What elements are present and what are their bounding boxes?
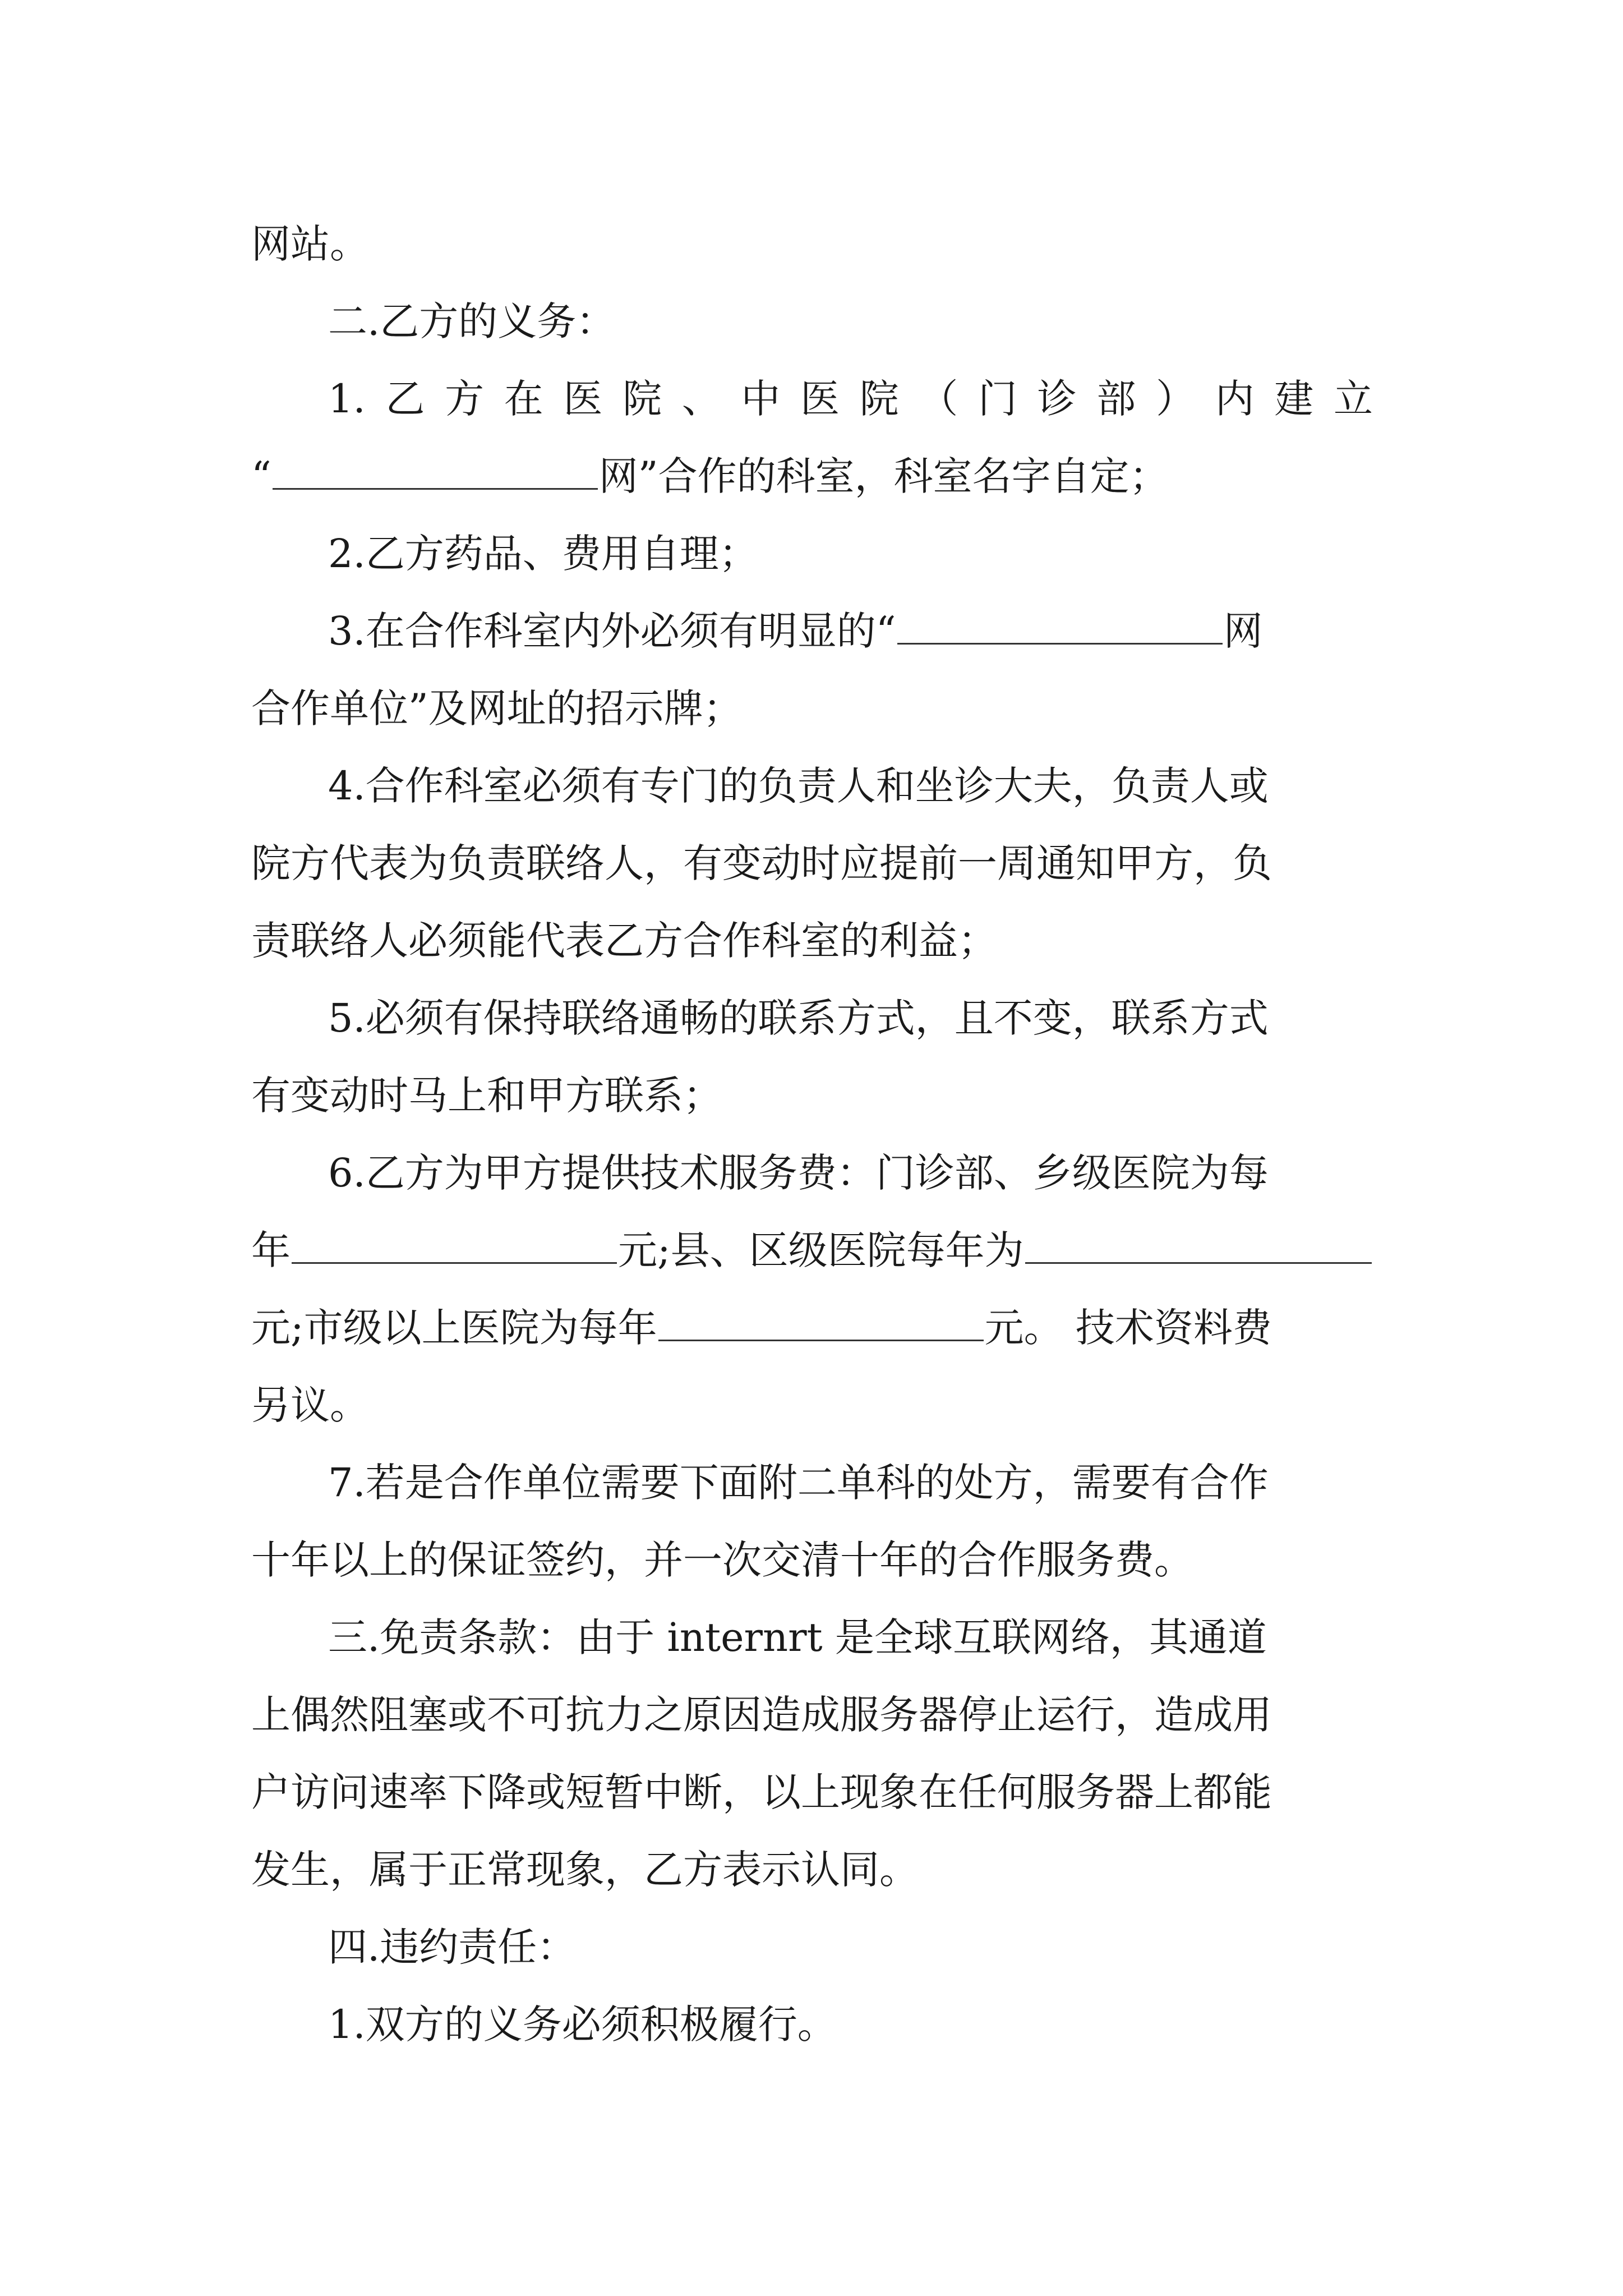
section-heading: 三.免责条款：由于 internrt 是全球互联网络，其通道 bbox=[328, 1614, 1267, 1660]
justified-char: 门 bbox=[978, 376, 1018, 422]
text-line bbox=[251, 1214, 1373, 1287]
fill-in-blank bbox=[1025, 1223, 1372, 1264]
text-line: 院方代表为负责联络人，有变动时应提前一周通知甲方，负 bbox=[251, 840, 1272, 886]
justified-char: （ bbox=[919, 376, 958, 422]
justified-char: 立 bbox=[1333, 376, 1373, 422]
text-line: 户访问速率下降或短暂中断，以上现象在任何服务器上都能 bbox=[251, 1769, 1272, 1815]
text-segment: 网 bbox=[1223, 608, 1263, 654]
text-line: 合作单位”及网址的招示牌； bbox=[251, 685, 743, 731]
text-line bbox=[251, 1291, 1373, 1364]
justified-char: 1. bbox=[328, 376, 366, 422]
text-segment: 元。 技术资料费 bbox=[984, 1305, 1272, 1351]
fill-in-blank bbox=[897, 604, 1223, 645]
justified-char: 诊 bbox=[1037, 376, 1077, 422]
justified-char: 部 bbox=[1096, 376, 1136, 422]
justified-char: 、 bbox=[681, 376, 721, 422]
justified-char: 乙 bbox=[385, 376, 425, 422]
text-line: 4.合作科室必须有专门的负责人和坐诊大夫，负责人或 bbox=[328, 763, 1269, 809]
text-line: 十年以上的保证签约，并一次交清十年的合作服务费。 bbox=[251, 1537, 1193, 1583]
justified-char: 方 bbox=[445, 376, 485, 422]
text-line: 1.双方的义务必须积极履行。 bbox=[328, 2001, 837, 2047]
text-segment: 网”合作的科室，科室名字自定； bbox=[598, 453, 1169, 499]
text-segment: 元;县、区级医院每年为 bbox=[618, 1227, 1024, 1273]
justified-char: ） bbox=[1155, 376, 1195, 422]
section-heading: 二.乙方的义务： bbox=[328, 298, 616, 344]
text-line: 发生，属于正常现象，乙方表示认同。 bbox=[251, 1847, 919, 1893]
fill-in-blank bbox=[292, 1223, 617, 1264]
section-heading: 四.违约责任： bbox=[328, 1924, 577, 1970]
text-line: 2.乙方药品、费用自理； bbox=[328, 531, 758, 577]
text-line-justified bbox=[328, 362, 1373, 435]
text-segment: 元;市级以上医院为每年 bbox=[251, 1305, 657, 1351]
justified-char: 内 bbox=[1215, 376, 1255, 422]
justified-char: 院 bbox=[623, 376, 662, 422]
text-line: 另议。 bbox=[251, 1382, 369, 1428]
justified-char: 院 bbox=[859, 376, 899, 422]
quote-mark: “ bbox=[251, 453, 271, 499]
text-segment: 3.在合作科室内外必须有明显的“ bbox=[328, 608, 896, 654]
justified-char: 医 bbox=[800, 376, 840, 422]
justified-char: 医 bbox=[563, 376, 603, 422]
text-segment: 年 bbox=[251, 1227, 291, 1273]
justified-char: 在 bbox=[504, 376, 543, 422]
text-line: 网站。 bbox=[251, 221, 369, 267]
text-line bbox=[328, 595, 1373, 668]
justified-char: 建 bbox=[1274, 376, 1314, 422]
text-line: 上偶然阻塞或不可抗力之原因造成服务器停止运行，造成用 bbox=[251, 1692, 1272, 1738]
fill-in-blank bbox=[658, 1300, 984, 1341]
text-line: 有变动时马上和甲方联系； bbox=[251, 1073, 722, 1119]
justified-char: 中 bbox=[741, 376, 781, 422]
fill-in-blank bbox=[273, 449, 598, 490]
text-line: 7.若是合作单位需要下面附二单科的处方，需要有合作 bbox=[328, 1460, 1269, 1506]
text-line: 6.乙方为甲方提供技术服务费：门诊部、乡级医院为每 bbox=[328, 1150, 1269, 1196]
text-line: 5.必须有保持联络通畅的联系方式，且不变，联系方式 bbox=[328, 995, 1269, 1041]
text-line bbox=[251, 440, 1373, 513]
text-line: 责联络人必须能代表乙方合作科室的利益； bbox=[251, 918, 997, 964]
